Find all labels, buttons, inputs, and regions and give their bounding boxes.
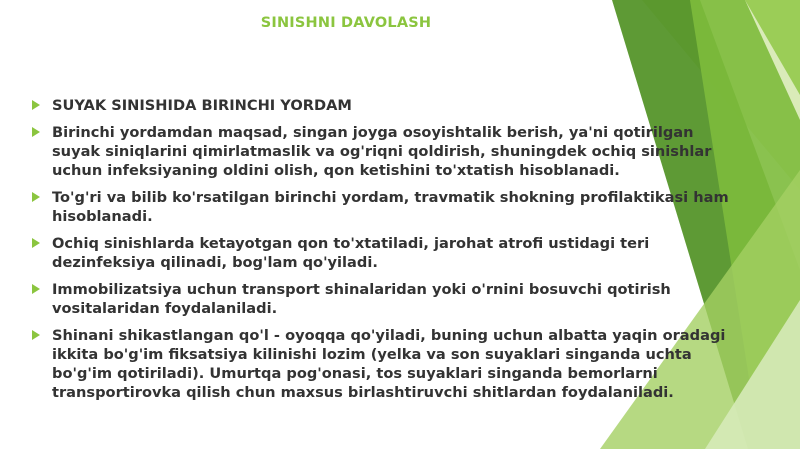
bullet-arrow-icon xyxy=(32,284,40,294)
bullet-text: Ochiq sinishlarda ketayotgan qon to'xtatiladi, jarohat atrofi ustidagi teri dezinfeksiya qilinadi, bog'lam qo'yiladi. xyxy=(52,235,650,271)
bullet-arrow-icon xyxy=(32,192,40,202)
bullet-text: To'g'ri va bilib ko'rsatilgan birinchi yordam, travmatik shokning profilaktikasi ham hisoblanadi. xyxy=(52,189,729,225)
bullet-list xyxy=(32,96,744,410)
list-item xyxy=(32,96,744,115)
slide-title: SINISHNI DAVOLASH xyxy=(260,15,432,31)
list-item xyxy=(32,234,744,272)
list-item xyxy=(32,123,744,180)
list-item xyxy=(32,188,744,226)
bullet-text: SUYAK SINISHIDA BIRINCHI YORDAM xyxy=(52,97,352,114)
bullet-arrow-icon xyxy=(32,127,40,137)
bullet-text: Birinchi yordamdan maqsad, singan joyga osoyishtalik berish, ya'ni qotirilgan suyak siniqlarini qimirlatmaslik va og'riqni qoldirish, shuningdek ochiq sinishlar uchun infeksiyaning oldini olish, qon ketishini to'xtatish hisoblanadi. xyxy=(52,124,712,179)
list-item xyxy=(32,280,744,318)
list-item xyxy=(32,326,744,402)
bullet-text: Shinani shikastlangan qo'l - oyoqqa qo'yiladi, buning uchun albatta yaqin oradagi ikkita bo'g'im fiksatsiya kilinishi lozim (yelka va son suyaklari singanda uchta bo'g'im qotiriladi). Umurtqa pog'onasi, tos suyaklari singanda bemorlarni transportirovka qilish chun maxsus birlashtiruvchi shitlardan foydalaniladi. xyxy=(52,327,726,401)
bullet-arrow-icon xyxy=(32,100,40,110)
bullet-arrow-icon xyxy=(32,238,40,248)
bullet-text: Immobilizatsiya uchun transport shinalaridan yoki o'rnini bosuvchi qotirish vositalaridan foydalaniladi. xyxy=(52,281,671,317)
bullet-arrow-icon xyxy=(32,330,40,340)
